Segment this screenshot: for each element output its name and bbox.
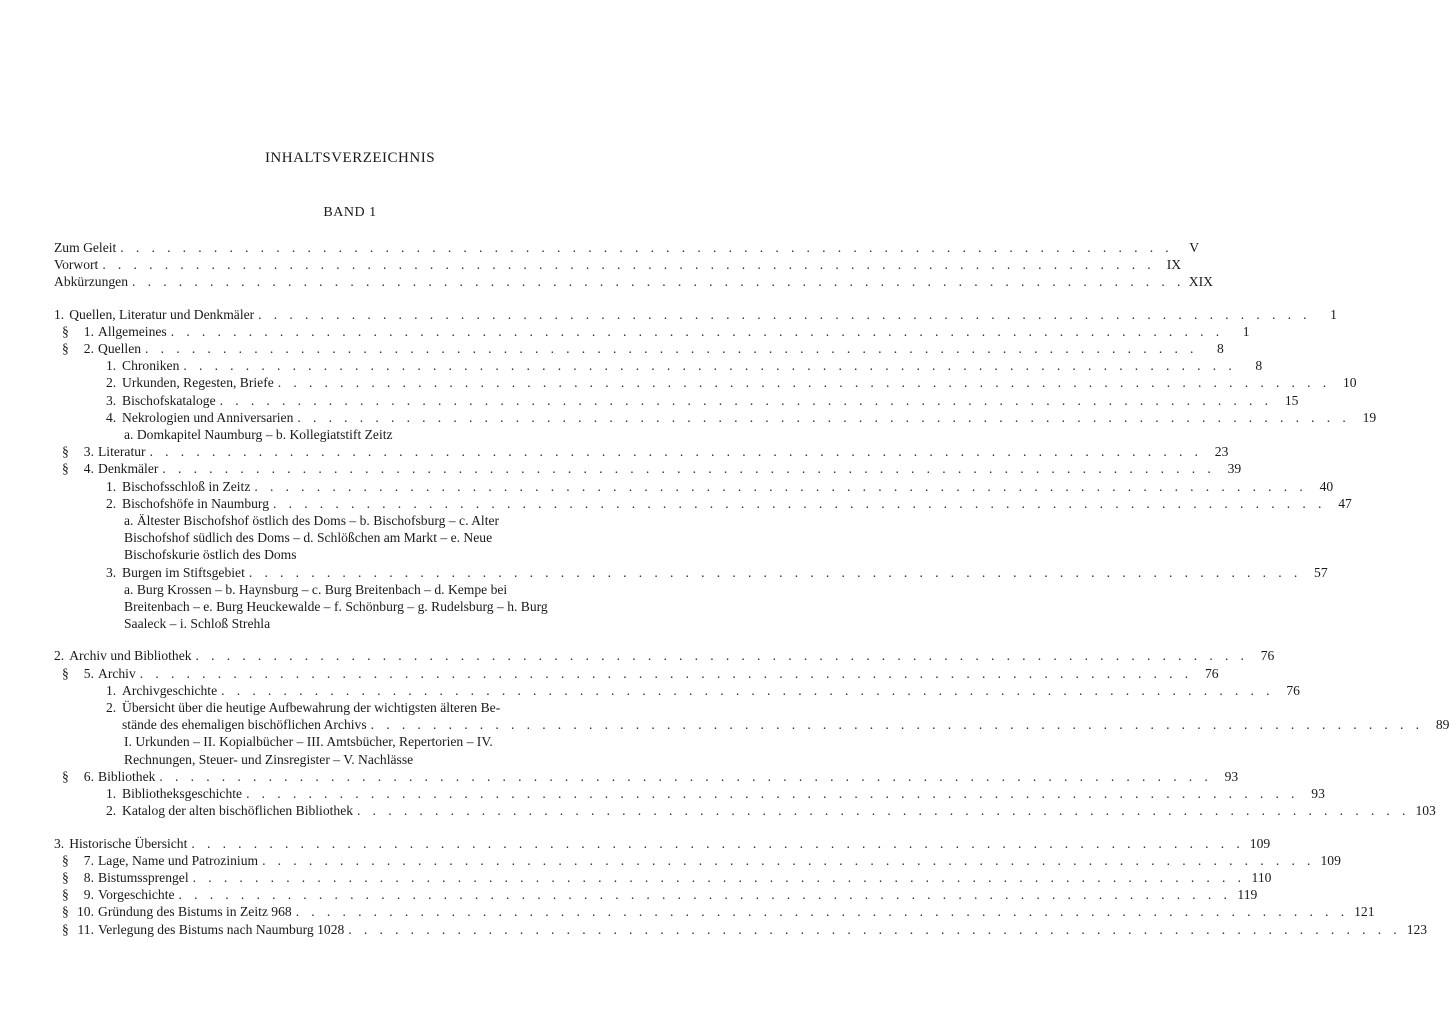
page-number: 8	[1255, 358, 1263, 374]
page-number: 76	[1260, 648, 1275, 664]
page-number: 109	[1249, 835, 1271, 851]
table-of-contents	[54, 239, 1449, 938]
toc-title: Archiv	[98, 665, 136, 681]
toc-row-continuation	[106, 716, 1449, 733]
toc-entry	[54, 495, 1352, 512]
section-sign: §	[62, 665, 69, 681]
leader-dots: . . . . . . . . . . . . . . . . . . . . . . . . . . . . . . . . . . . . . . . . . . . . . . . . . . . . . . . . . . . . . . . . . . . .	[149, 444, 1203, 460]
page-number: V	[1189, 240, 1200, 255]
toc-title: Bistumssprengel	[98, 869, 189, 885]
toc-number: 9.	[83, 887, 94, 903]
toc-entry	[54, 903, 1375, 920]
toc-title: Quellen, Literatur und Denkmäler	[69, 306, 255, 322]
toc-row	[54, 256, 1182, 273]
toc-number: 10.	[77, 904, 94, 920]
leader-dots: . . . . . . . . . . . . . . . . . . . . . . . . . . . . . . . . . . . . . . . . . . . . . . . . . . . . . . . . . . . . . . . . . . . .	[132, 274, 1185, 290]
page-number: XIX	[1188, 274, 1213, 290]
leader-dots: . . . . . . . . . . . . . . . . . . . . . . . . . . . . . . . . . . . . . . . . . . . . . . . . . . . . . . . . . . . . . . . . . . . .	[295, 904, 1349, 920]
toc-number: 3.	[54, 835, 65, 851]
section-sign: §	[62, 323, 69, 339]
page-number: 123	[1406, 921, 1428, 937]
toc-title: Verlegung des Bistums nach Naumburg 1028	[98, 921, 345, 937]
toc-entry	[54, 835, 1271, 852]
leader-dots: . . . . . . . . . . . . . . . . . . . . . . . . . . . . . . . . . . . . . . . . . . . . . . . . . . . . . . . . . . . . . . . . . . . .	[162, 461, 1216, 477]
toc-entry	[54, 239, 1200, 256]
toc-title: Zum Geleit	[54, 240, 117, 255]
toc-entry	[54, 409, 1377, 426]
leader-dots: . . . . . . . . . . . . . . . . . . . . . . . . . . . . . . . . . . . . . . . . . . . . . . . . . . . . . . . . . . . . . . . . . . . .	[195, 648, 1249, 664]
leader-dots: . . . . . . . . . . . . . . . . . . . . . . . . . . . . . . . . . . . . . . . . . . . . . . . . . . . . . . . . . . . . . . . . . . . .	[170, 323, 1224, 339]
leader-dots: . . . . . . . . . . . . . . . . . . . . . . . . . . . . . . . . . . . . . . . . . . . . . . . . . . . . . . . . . . . . . . . . . . . .	[219, 392, 1273, 408]
page-number: 19	[1362, 409, 1377, 425]
toc-row	[106, 357, 1263, 374]
toc-subentry-text: a. Ältester Bischofshof östlich des Doms – b. Bischofsburg – c. Alter Bischofshof südlich des Doms – d. Schlößchen am Markt – e. Neue Bischofskurie östlich des Doms	[124, 513, 500, 563]
toc-entry	[54, 886, 1258, 903]
page-number: 10	[1342, 375, 1357, 391]
page-number: 76	[1286, 682, 1300, 698]
leader-dots: . . . . . . . . . . . . . . . . . . . . . . . . . . . . . . . . . . . . . . . . . . . . . . . . . . . . . . . . . . . . . . . . . . . .	[178, 887, 1232, 903]
toc-entry	[54, 357, 1263, 374]
leader-dots: . . . . . . . . . . . . . . . . . . . . . . . . . . . . . . . . . . . . . . . . . . . . . . . . . . . . . . . . . . . . . . . . . . . .	[248, 564, 1302, 580]
toc-entry	[54, 682, 1300, 699]
toc-entry	[54, 852, 1341, 869]
toc-row	[106, 495, 1352, 512]
toc-row	[54, 273, 1213, 290]
section-sign: §	[62, 852, 69, 868]
toc-row	[54, 239, 1200, 256]
toc-number: 1.	[83, 323, 94, 339]
toc-number: 1.	[106, 358, 117, 374]
toc-number: 8.	[83, 869, 94, 885]
toc-entry	[54, 443, 1229, 460]
toc-subentry-text: a. Burg Krossen – b. Haynsburg – c. Burg Breitenbach – d. Kempe bei Breitenbach – e. Burg Heuckewalde – f. Schönburg – g. Rudelsburg – h. Burg Saaleck – i. Schloß Strehla	[124, 581, 548, 632]
toc-entry	[54, 869, 1272, 886]
page-number: 8	[1217, 341, 1224, 357]
toc-entry	[54, 768, 1239, 785]
toc-number: 6.	[83, 768, 94, 784]
toc-entry	[54, 478, 1334, 495]
toc-row	[106, 409, 1377, 426]
toc-number: 2.	[54, 648, 65, 664]
toc-number: 1.	[106, 478, 117, 494]
toc-title: Nekrologien und Anniversarien	[122, 409, 294, 425]
section-sign: §	[62, 887, 69, 903]
leader-dots: . . . . . . . . . . . . . . . . . . . . . . . . . . . . . . . . . . . . . . . . . . . . . . . . . . . . . . . . . . . . . . . . . . . .	[297, 409, 1351, 425]
toc-entry	[54, 647, 1275, 664]
leader-dots: . . . . . . . . . . . . . . . . . . . . . . . . . . . . . . . . . . . . . . . . . . . . . . . . . . . . . . . . . . . . . . . . . . . .	[262, 852, 1315, 868]
page-number: 1	[1242, 323, 1250, 339]
leader-dots: . . . . . . . . . . . . . . . . . . . . . . . . . . . . . . . . . . . . . . . . . . . . . . . . . . . . . . . . . . . . . . . . . . . .	[258, 306, 1311, 322]
toc-title: Katalog der alten bischöflichen Bibliothek	[122, 803, 354, 819]
toc-row	[106, 785, 1325, 802]
toc-row	[106, 699, 584, 716]
toc-title: Bischofskataloge	[122, 392, 216, 408]
leader-dots: . . . . . . . . . . . . . . . . . . . . . . . . . . . . . . . . . . . . . . . . . . . . . . . . . . . . . . . . . . . . . . . . . . . .	[348, 921, 1402, 937]
toc-number: 2.	[83, 341, 94, 357]
toc-title: Historische Übersicht	[69, 835, 188, 851]
toc-entry	[54, 802, 1436, 819]
toc-row	[62, 886, 1258, 903]
leader-dots: . . . . . . . . . . . . . . . . . . . . . . . . . . . . . . . . . . . . . . . . . . . . . . . . . . . . . . . . . . . . . . . . . . . .	[120, 240, 1174, 255]
page-number: 103	[1415, 803, 1436, 819]
toc-entry	[54, 323, 1250, 340]
toc-number: 1.	[54, 306, 65, 322]
section-sign: §	[62, 869, 69, 885]
leader-dots: . . . . . . . . . . . . . . . . . . . . . . . . . . . . . . . . . . . . . . . . . . . . . . . . . . . . . . . . . . . . . . . . . . . .	[183, 358, 1237, 374]
toc-number: 2.	[106, 803, 117, 819]
leader-dots: . . . . . . . . . . . . . . . . . . . . . . . . . . . . . . . . . . . . . . . . . . . . . . . . . . . . . . . . . . . . . . . . . . . .	[102, 257, 1156, 273]
page-number: 93	[1311, 786, 1325, 802]
toc-entry	[54, 564, 1328, 581]
section-sign: §	[62, 461, 69, 477]
toc-number: 1.	[106, 682, 117, 698]
page-number: 110	[1251, 869, 1272, 885]
toc-entry	[54, 512, 584, 564]
volume-heading: BAND 1	[323, 205, 377, 220]
toc-title: Quellen	[98, 341, 142, 357]
toc-entry	[54, 665, 1219, 682]
toc-entry	[54, 392, 1299, 409]
leader-dots: . . . . . . . . . . . . . . . . . . . . . . . . . . . . . . . . . . . . . . . . . . . . . . . . . . . . . . . . . . . . . . . . . . . .	[159, 768, 1213, 784]
toc-row	[106, 564, 1328, 581]
page-number: 89	[1435, 717, 1449, 733]
section-sign: §	[62, 444, 69, 460]
toc-title: Abkürzungen	[54, 274, 128, 290]
toc-title: Übersicht über die heutige Aufbewahrung der wichtigsten älteren Be-	[122, 700, 501, 716]
leader-dots: . . . . . . . . . . . . . . . . . . . . . . . . . . . . . . . . . . . . . . . . . . . . . . . . . . . . . . . . . . . . . . . . . . . .	[370, 717, 1424, 733]
toc-title: Lage, Name und Patrozinium	[98, 852, 259, 868]
toc-row	[62, 443, 1229, 460]
toc-title: Denkmäler	[98, 461, 159, 477]
toc-row	[62, 323, 1250, 340]
toc-entry	[54, 733, 584, 767]
page-number: 40	[1319, 478, 1334, 494]
page-number: 93	[1224, 768, 1239, 784]
toc-number: 11.	[77, 921, 94, 937]
page-number: 109	[1320, 852, 1341, 868]
page-number: 121	[1354, 904, 1375, 920]
toc-entry	[54, 374, 1357, 391]
toc-number: 2.	[106, 375, 117, 391]
leader-dots: . . . . . . . . . . . . . . . . . . . . . . . . . . . . . . . . . . . . . . . . . . . . . . . . . . . . . . . . . . . . . . . . . . . .	[145, 341, 1198, 357]
toc-number: 5.	[83, 665, 94, 681]
leader-dots: . . . . . . . . . . . . . . . . . . . . . . . . . . . . . . . . . . . . . . . . . . . . . . . . . . . . . . . . . . . . . . . . . . . .	[191, 835, 1245, 851]
toc-title: Archiv und Bibliothek	[69, 648, 192, 664]
toc-row	[62, 903, 1375, 920]
toc-number: 7.	[83, 852, 94, 868]
leader-dots: . . . . . . . . . . . . . . . . . . . . . . . . . . . . . . . . . . . . . . . . . . . . . . . . . . . . . . . . . . . . . . . . . . . .	[246, 786, 1299, 802]
toc-row	[54, 835, 1271, 852]
toc-entry	[54, 426, 584, 443]
section-sign: §	[62, 904, 69, 920]
page-number: 1	[1330, 306, 1337, 322]
section-sign: §	[62, 768, 69, 784]
page-title: INHALTSVERZEICHNIS	[264, 150, 436, 166]
toc-row	[54, 306, 1337, 323]
toc-entry	[54, 273, 1213, 290]
toc-entry	[54, 306, 1337, 323]
toc-title: Allgemeines	[98, 323, 167, 339]
toc-entry	[54, 785, 1325, 802]
toc-title: Urkunden, Regesten, Briefe	[122, 375, 274, 391]
toc-title: Gründung des Bistums in Zeitz 968	[98, 904, 292, 920]
toc-row	[106, 682, 1300, 699]
page-number: 76	[1204, 665, 1219, 681]
toc-row	[106, 374, 1357, 391]
toc-title: Bibliotheksgeschichte	[122, 786, 243, 802]
toc-entry	[54, 340, 1224, 357]
page-number: 15	[1284, 392, 1299, 408]
page-number: 39	[1227, 461, 1242, 477]
toc-row	[62, 869, 1272, 886]
toc-number: 3.	[106, 564, 117, 580]
toc-entry	[54, 699, 1449, 733]
toc-entry	[54, 256, 1182, 273]
toc-row	[62, 768, 1239, 785]
toc-row	[62, 340, 1224, 357]
toc-title: Bischofshöfe in Naumburg	[122, 495, 269, 511]
page-number: IX	[1166, 257, 1182, 273]
toc-number: 3.	[83, 444, 94, 460]
toc-row	[62, 665, 1219, 682]
toc-entry	[54, 581, 584, 633]
toc-number: 2.	[106, 495, 117, 511]
leader-dots: . . . . . . . . . . . . . . . . . . . . . . . . . . . . . . . . . . . . . . . . . . . . . . . . . . . . . . . . . . . . . . . . . . . .	[221, 682, 1274, 698]
leader-dots: . . . . . . . . . . . . . . . . . . . . . . . . . . . . . . . . . . . . . . . . . . . . . . . . . . . . . . . . . . . . . . . . . . . .	[254, 478, 1308, 494]
toc-title: Bischofsschloß in Zeitz	[122, 478, 251, 494]
page-number: 23	[1214, 444, 1229, 460]
toc-row	[54, 647, 1275, 664]
toc-title: Literatur	[98, 444, 146, 460]
toc-entry	[54, 921, 1428, 938]
section-sign: §	[62, 341, 69, 357]
toc-title: Vorgeschichte	[98, 887, 175, 903]
toc-entry	[54, 460, 1242, 477]
toc-row	[106, 478, 1334, 495]
toc-row	[62, 921, 1428, 938]
toc-title-continuation: stände des ehemaligen bischöflichen Archivs	[122, 717, 367, 733]
toc-number: 4.	[106, 409, 117, 425]
toc-subentry-text: I. Urkunden – II. Kopialbücher – III. Amtsbücher, Repertorien – IV. Rechnungen, Steuer- und Zinsregister – V. Nachlässe	[124, 734, 493, 767]
page-number: 57	[1314, 564, 1328, 580]
leader-dots: . . . . . . . . . . . . . . . . . . . . . . . . . . . . . . . . . . . . . . . . . . . . . . . . . . . . . . . . . . . . . . . . . . . .	[192, 869, 1246, 885]
toc-title: Vorwort	[54, 257, 99, 273]
toc-title: Burgen im Stiftsgebiet	[122, 564, 245, 580]
leader-dots: . . . . . . . . . . . . . . . . . . . . . . . . . . . . . . . . . . . . . . . . . . . . . . . . . . . . . . . . . . . . . . . . . . . .	[277, 375, 1331, 391]
toc-number: 2.	[106, 700, 117, 716]
toc-row	[62, 460, 1242, 477]
toc-number: 4.	[83, 461, 94, 477]
page-number: 47	[1338, 495, 1352, 511]
toc-row	[106, 802, 1436, 819]
leader-dots: . . . . . . . . . . . . . . . . . . . . . . . . . . . . . . . . . . . . . . . . . . . . . . . . . . . . . . . . . . . . . . . . . . . .	[139, 665, 1193, 681]
toc-subentry-text: a. Domkapitel Naumburg – b. Kollegiatstift Zeitz	[124, 427, 393, 443]
page-number: 119	[1237, 887, 1258, 903]
toc-row	[62, 852, 1341, 869]
toc-row	[106, 392, 1299, 409]
section-sign: §	[62, 921, 69, 937]
leader-dots: . . . . . . . . . . . . . . . . . . . . . . . . . . . . . . . . . . . . . . . . . . . . . . . . . . . . . . . . . . . . . . . . . . . .	[273, 495, 1326, 511]
toc-number: 1.	[106, 786, 117, 802]
toc-title: Archivgeschichte	[122, 682, 218, 698]
toc-title: Chroniken	[122, 358, 180, 374]
toc-number: 3.	[106, 392, 117, 408]
toc-title: Bibliothek	[98, 768, 156, 784]
leader-dots: . . . . . . . . . . . . . . . . . . . . . . . . . . . . . . . . . . . . . . . . . . . . . . . . . . . . . . . . . . . . . . . . . . . .	[357, 803, 1410, 819]
